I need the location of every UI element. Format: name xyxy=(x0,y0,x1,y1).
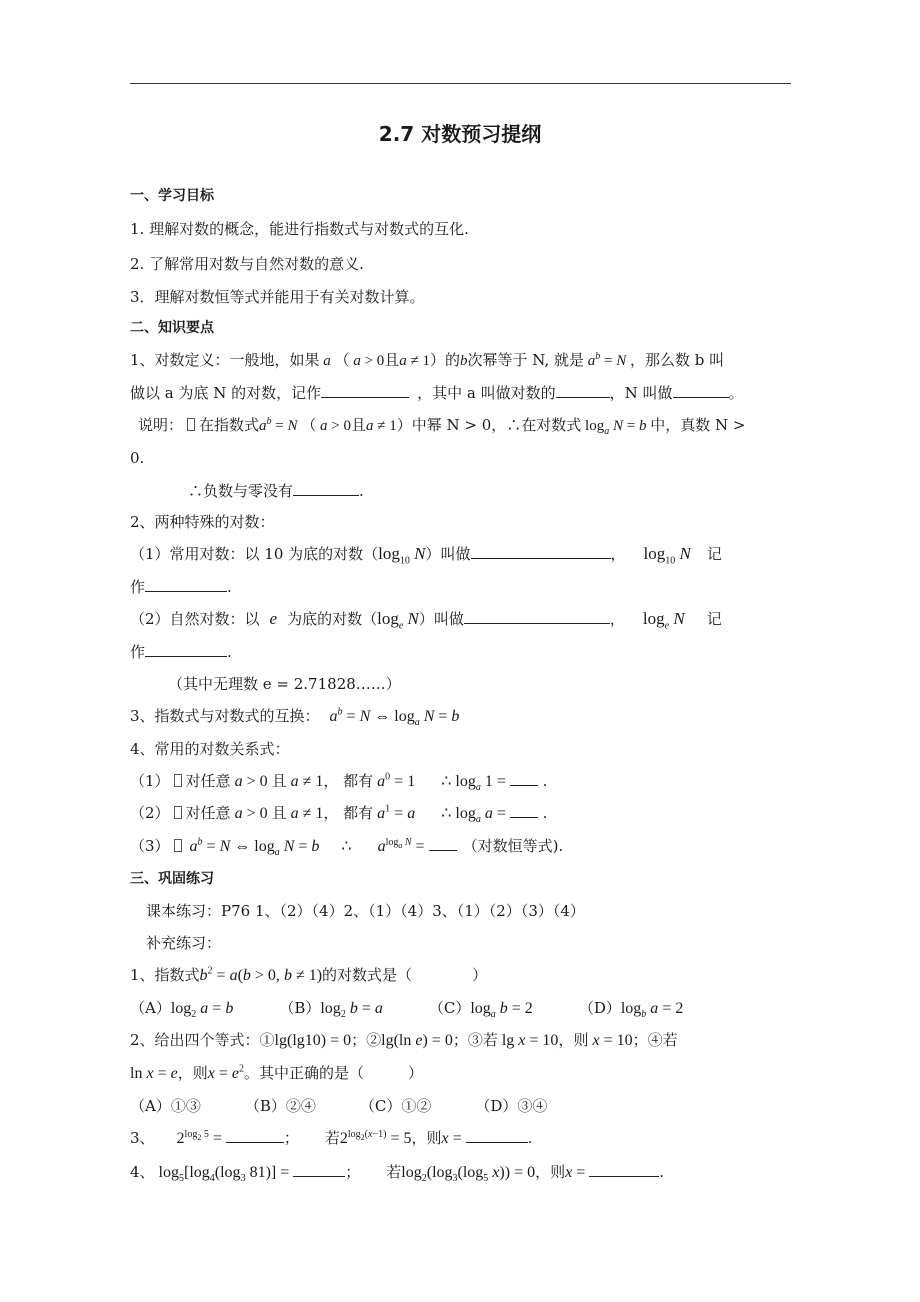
answer-blank[interactable] xyxy=(673,383,729,398)
relations-heading: 4、常用的对数关系式： xyxy=(130,740,290,758)
question-2-line-1: 2、给出四个等式：①lg(lg10) = 0；②lg(ln e) = 0；③若 lg x = 10，则 x = 10；④若 xyxy=(130,1031,678,1049)
supplement-label: 补充练习： xyxy=(146,934,222,952)
natural-log-line-2: 作 . xyxy=(130,643,232,661)
common-log-line-1: （1）常用对数：以 10 为底的对数（$\log_{10}$ N）叫做 ， $\log_{10} N$ 记 xyxy=(130,544,722,567)
bullet-box-icon xyxy=(174,806,182,819)
textbook-exercises: 课本练习：P76 1、（2）（4）2、（1）（4）3、（1）（2）（3）（4） xyxy=(146,902,585,920)
negative-line: ∴负数与零没有 . xyxy=(188,482,364,500)
irrational-note: （其中无理数 e = 2.71828……） xyxy=(168,675,401,693)
answer-blank[interactable] xyxy=(293,1162,345,1177)
bullet-box-icon xyxy=(187,418,195,431)
common-log-line-2: 作 . xyxy=(130,578,232,596)
question-3: 3、 $2^{log_2 5}$ = ； 若$2^{log_2(x-1)} = 5$，则x = . xyxy=(130,1128,533,1147)
answer-blank[interactable] xyxy=(145,642,227,657)
bullet-box-icon xyxy=(174,839,182,852)
note-line-1: 说明： 在指数式$a^b = N$ （ a > 0且a ≠ 1）中幂 N > 0，∴在对数式 $\log_a N = b$ 中，真数 N > xyxy=(138,416,746,437)
definition-line-2: 做以 a 为底 N 的对数，记作 ，其中 a 叫做对数的 ，N 叫做 。 xyxy=(130,384,744,402)
header-rule xyxy=(130,83,791,84)
relation-line-1: （1） 对任意 a > 0 且 a ≠ 1， 都有 $a^0 = 1$ ∴ $\log_a 1$ = . xyxy=(130,771,548,794)
answer-blank[interactable] xyxy=(510,771,538,786)
answer-blank[interactable] xyxy=(510,803,538,818)
section-heading-knowledge: 二、知识要点 xyxy=(130,320,214,336)
relation-line-2: （2） 对任意 a > 0 且 a ≠ 1， 都有 $a^1 = a$ ∴ $\log_a a$ = . xyxy=(130,803,548,826)
answer-blank[interactable] xyxy=(429,836,457,851)
answer-blank[interactable] xyxy=(466,1128,528,1143)
answer-blank[interactable] xyxy=(226,1128,284,1143)
goal-item: 2. 了解常用对数与自然对数的意义. xyxy=(130,255,364,273)
natural-log-line-1: （2）自然对数：以 e 为底的对数（$\log_e$ N）叫做 ， $\log_e N$ 记 xyxy=(130,609,722,632)
question-1: 1、指数式$b^2 = a(b > 0$, b ≠ 1)的对数式是（ ） xyxy=(130,965,488,984)
section-heading-goals: 一、学习目标 xyxy=(130,188,214,204)
answer-blank[interactable] xyxy=(589,1162,659,1177)
answer-blank[interactable] xyxy=(145,577,227,592)
exchange-line: 3、指数式与对数式的互换： $a^b = N$ ⇔ $\log_a N = b$ xyxy=(130,706,460,729)
relation-line-3: （3） $a^b = N$ ⇔ $\log_a N = b$ ∴ $a^{log_a N}$ = （对数恒等式). xyxy=(130,836,564,859)
answer-blank[interactable] xyxy=(556,383,610,398)
choice-blank[interactable] xyxy=(412,966,472,980)
bullet-box-icon xyxy=(174,774,182,787)
question-2-options: （A）①③ （B）②④ （C）①② （D）③④ xyxy=(130,1097,548,1115)
question-2-line-2: ln x = e，则$x = e^2$。其中正确的是（ ） xyxy=(130,1063,423,1082)
special-logs-heading: 2、两种特殊的对数： xyxy=(130,513,275,531)
page-title: 2.7 对数预习提纲 xyxy=(378,122,542,146)
question-4: 4、 $\log_5[\log_4(\log_3$ 81)] = ； 若$\log_2(\log_3(\log_5$ x)) = 0，则x = . xyxy=(130,1163,665,1185)
answer-blank[interactable] xyxy=(321,383,409,398)
note-line-2: 0. xyxy=(130,449,145,467)
definition-line-1: 1、对数定义：一般地，如果 a （ a > 0且a ≠ 1）的b次幂等于 N, 就是 $a^b = N$ ，那么数 b 叫 xyxy=(130,351,725,369)
section-heading-practice: 三、巩固练习 xyxy=(130,871,214,887)
answer-blank[interactable] xyxy=(471,544,611,559)
answer-blank[interactable] xyxy=(464,609,610,624)
goal-item: 3．理解对数恒等式并能用于有关对数计算。 xyxy=(130,288,425,306)
goal-item: 1. 理解对数的概念，能进行指数式与对数式的互化. xyxy=(130,220,469,238)
question-1-options: $(A)\log_2$ a = b $(B)\log_2$ b = a $(C)\log_a$ b = 2 $(D)\log_b$ a = 2 xyxy=(130,999,684,1021)
answer-blank[interactable] xyxy=(293,481,359,496)
